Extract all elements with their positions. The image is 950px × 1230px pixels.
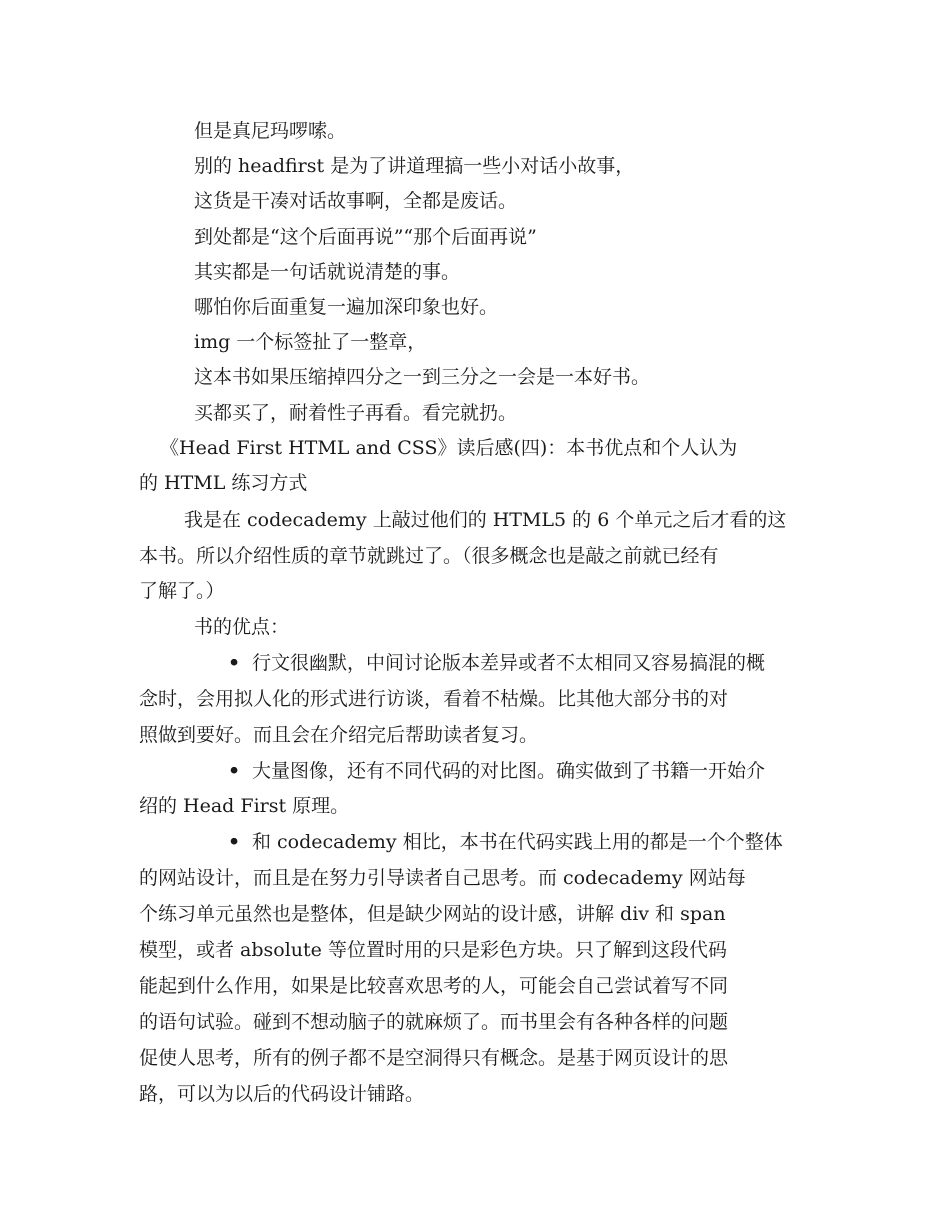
bullet-icon: •: [228, 760, 241, 782]
bullet-text: 的网站设计，而且是在努力引导读者自己思考。而 codecademy 网站每: [139, 867, 746, 889]
bullet-text: 和 codecademy 相比，本书在代码实践上用的都是一个个整体: [252, 831, 783, 853]
text-line: 其实都是一句话就说清楚的事。: [194, 261, 461, 283]
text-line: 但是真尼玛啰嗦。: [194, 120, 347, 142]
bullet-icon: •: [228, 652, 241, 674]
bullet-text: 照做到要好。而且会在介绍完后帮助读者复习。: [139, 724, 539, 746]
bullet-text: 行文很幽默，中间讨论版本差异或者不太相同又容易搞混的概: [252, 652, 766, 674]
section-heading: 《Head First HTML and CSS》读后感(四)：本书优点和个人认为: [160, 437, 738, 459]
bullet-icon: •: [228, 831, 241, 853]
text-line: 哪怕你后面重复一遍加深印象也好。: [194, 296, 499, 318]
bullet-text: 个练习单元虽然也是整体，但是缺少网站的设计感，讲解 div 和 span: [139, 903, 726, 925]
text-line: 别的 headfirst 是为了讲道理搞一些小对话小故事，: [194, 155, 635, 177]
bullet-text: 念时，会用拟人化的形式进行访谈，看着不枯燥。比其他大部分书的对: [139, 688, 729, 710]
subheading: 书的优点：: [194, 616, 290, 638]
bullet-text: 模型，或者 absolute 等位置时用的只是彩色方块。只了解到这段代码: [139, 939, 727, 961]
section-heading-cont: 的 HTML 练习方式: [139, 472, 308, 494]
text-line: 买都买了，耐着性子再看。看完就扔。: [194, 402, 518, 424]
bullet-text: 能起到什么作用，如果是比较喜欢思考的人，可能会自己尝试着写不同: [139, 975, 729, 997]
paragraph-line: 本书。所以介绍性质的章节就跳过了。（很多概念也是敲之前就已经有: [139, 545, 719, 567]
bullet-text: 的语句试验。碰到不想动脑子的就麻烦了。而书里会有各种各样的问题: [139, 1011, 729, 1033]
text-line: 到处都是“这个后面再说”“那个后面再说”: [194, 226, 537, 248]
text-line: 这货是干凑对话故事啊，全都是废话。: [194, 190, 518, 212]
bullet-text: 促使人思考，所有的例子都不是空洞得只有概念。是基于网页设计的思: [139, 1047, 729, 1069]
paragraph-line: 了解了。）: [139, 580, 225, 602]
bullet-text: 大量图像，还有不同代码的对比图。确实做到了书籍一开始介: [252, 760, 766, 782]
text-line: img 一个标签扯了一整章，: [194, 331, 427, 353]
text-line: 这本书如果压缩掉四分之一到三分之一会是一本好书。: [194, 366, 651, 388]
bullet-text: 绍的 Head First 原理。: [139, 795, 350, 817]
paragraph-line: 我是在 codecademy 上敲过他们的 HTML5 的 6 个单元之后才看的这: [184, 509, 787, 531]
bullet-text: 路，可以为以后的代码设计铺路。: [139, 1083, 425, 1105]
